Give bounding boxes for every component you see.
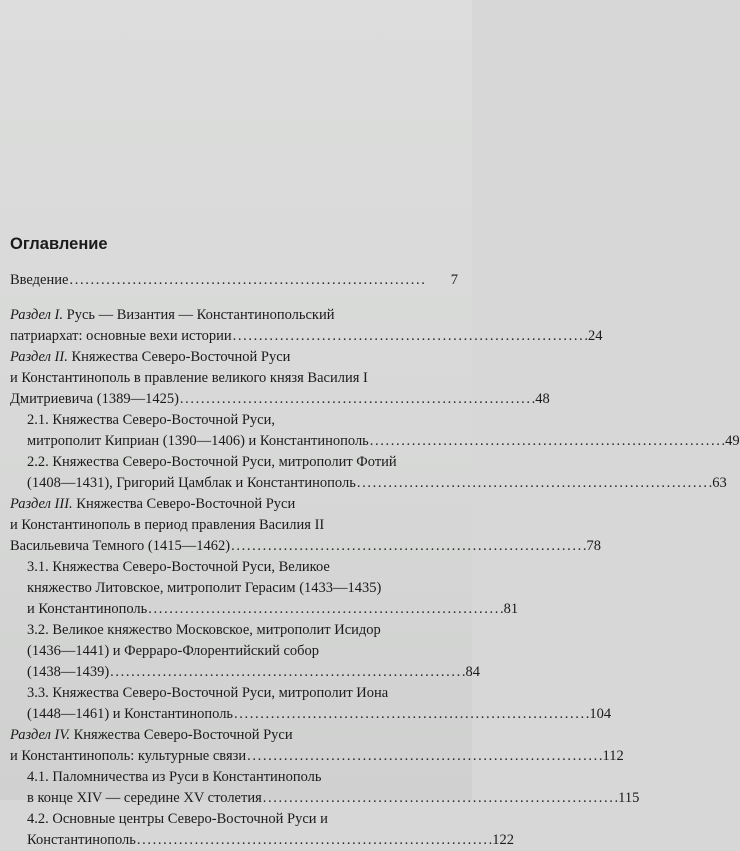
toc-line (10, 727, 293, 743)
toc-line (27, 559, 330, 575)
toc-line-text: 3.1. Княжества Северо-Восточной Руси, Великое (27, 559, 330, 575)
toc-line-text: (1408—1431), Григорий Цамблак и Константинополь (27, 475, 356, 491)
section-label: Раздел III. (10, 496, 73, 512)
toc-line-text: Васильевича Темного (1415—1462) (10, 538, 231, 554)
section-label: Раздел I. (10, 307, 64, 323)
toc-line-text: 2.1. Княжества Северо-Восточной Руси, (27, 412, 275, 428)
toc-line (27, 769, 322, 785)
toc-line-text: Русь — Византия — Константинопольский (66, 307, 335, 323)
spacer (10, 291, 458, 305)
toc-line-text: Княжества Северо-Восточной Руси (73, 727, 293, 743)
toc-line (10, 307, 335, 323)
toc-page-number: 104 (589, 706, 612, 722)
dot-leader (231, 536, 585, 557)
toc-page-number: 122 (492, 832, 515, 848)
toc-line-text: и Константинополь в правление великого князя Василия I (10, 370, 368, 386)
section-label: Раздел IV. (10, 727, 70, 743)
toc-heading: Оглавление (10, 235, 108, 253)
toc-line (10, 326, 232, 347)
toc-subsection[interactable] (10, 452, 727, 494)
toc-line-text: (1448—1461) и Константинополь (27, 706, 234, 722)
toc-line-text: и Константинополь (27, 601, 148, 617)
toc-entry-title: Введение (10, 272, 69, 288)
toc-subsection[interactable] (10, 557, 519, 620)
toc-line (27, 830, 136, 851)
toc-line (27, 685, 388, 701)
toc-line (10, 517, 324, 533)
dot-leader (370, 431, 724, 452)
toc-line-text: княжество Литовское, митрополит Герасим (1433—1435) (27, 580, 382, 596)
toc-line-text: 3.2. Великое княжество Московское, митрополит Исидор (27, 622, 381, 638)
toc-line-text: Княжества Северо-Восточной Руси (71, 349, 291, 365)
toc-page-number: 63 (712, 475, 727, 491)
toc-subsection[interactable] (10, 620, 481, 683)
toc-line (27, 580, 381, 596)
toc-line-text: 4.2. Основные центры Северо-Восточной Руси и (27, 811, 328, 827)
toc-line-text: Княжества Северо-Восточной Руси (76, 496, 296, 512)
toc-line (10, 746, 246, 767)
toc-subsection[interactable] (10, 683, 612, 725)
toc-subsection[interactable] (10, 809, 515, 851)
toc-line (27, 788, 262, 809)
toc-page-number: 7 (450, 272, 458, 288)
dot-leader (137, 830, 491, 851)
dot-leader (247, 746, 601, 767)
toc-line-text: Дмитриевича (1389—1425) (10, 391, 179, 407)
dot-leader (357, 473, 711, 494)
toc-page-number: 78 (586, 538, 601, 554)
dot-leader (234, 704, 588, 725)
toc-page-number: 81 (503, 601, 519, 617)
toc-page-number: 24 (587, 328, 603, 344)
toc-line-text: и Константинополь в период правления Василия II (10, 517, 325, 533)
toc-page-number: 49 (725, 433, 740, 449)
toc-line (27, 431, 369, 452)
toc-line-text: 4.1. Паломничества из Руси в Константинополь (27, 769, 322, 785)
toc-page-number: 84 (465, 664, 481, 680)
toc-page-number: 115 (618, 790, 640, 806)
toc-line (10, 536, 230, 557)
dot-leader (233, 326, 587, 347)
toc-page-number: 48 (535, 391, 550, 407)
toc-section[interactable] (10, 494, 601, 557)
section-label: Раздел II. (10, 349, 68, 365)
toc-line (27, 811, 328, 827)
toc-line (27, 599, 147, 620)
toc-subsection[interactable] (10, 410, 740, 452)
toc-line (10, 349, 290, 365)
toc-entry-intro[interactable] (10, 270, 458, 291)
toc-line (10, 389, 179, 410)
dot-leader (69, 270, 449, 291)
toc-line-text: и Константинополь: культурные связи (10, 748, 247, 764)
toc-line-text: (1436—1441) и Ферраро-Флорентийский собор (27, 643, 320, 659)
toc-line (10, 496, 295, 512)
toc-line-text: митрополит Киприан (1390—1406) и Константинополь (27, 433, 369, 449)
dot-leader (148, 599, 502, 620)
toc-line-text: в конце XIV — середине XV столетия (27, 790, 262, 806)
toc-line (27, 454, 397, 470)
dot-leader (180, 389, 534, 410)
toc-line (10, 370, 368, 386)
toc-line (27, 412, 275, 428)
toc-line-text: 3.3. Княжества Северо-Восточной Руси, митрополит Иона (27, 685, 389, 701)
toc-page-number: 112 (602, 748, 624, 764)
toc-line-text: Константинополь (27, 832, 136, 848)
toc-line (27, 662, 109, 683)
table-of-contents (10, 270, 740, 851)
dot-leader (110, 662, 464, 683)
toc-line-text: 2.2. Княжества Северо-Восточной Руси, митрополит Фотий (27, 454, 397, 470)
toc-line-text: (1438—1439) (27, 664, 110, 680)
toc-subsection[interactable] (10, 767, 640, 809)
dot-leader (263, 788, 617, 809)
toc-section[interactable] (10, 305, 603, 347)
toc-section[interactable] (10, 347, 550, 410)
toc-line (27, 704, 233, 725)
toc-line (27, 643, 319, 659)
toc-line (27, 622, 381, 638)
toc-line-text: патриархат: основные вехи истории (10, 328, 232, 344)
toc-section[interactable] (10, 725, 624, 767)
toc-line (27, 473, 356, 494)
